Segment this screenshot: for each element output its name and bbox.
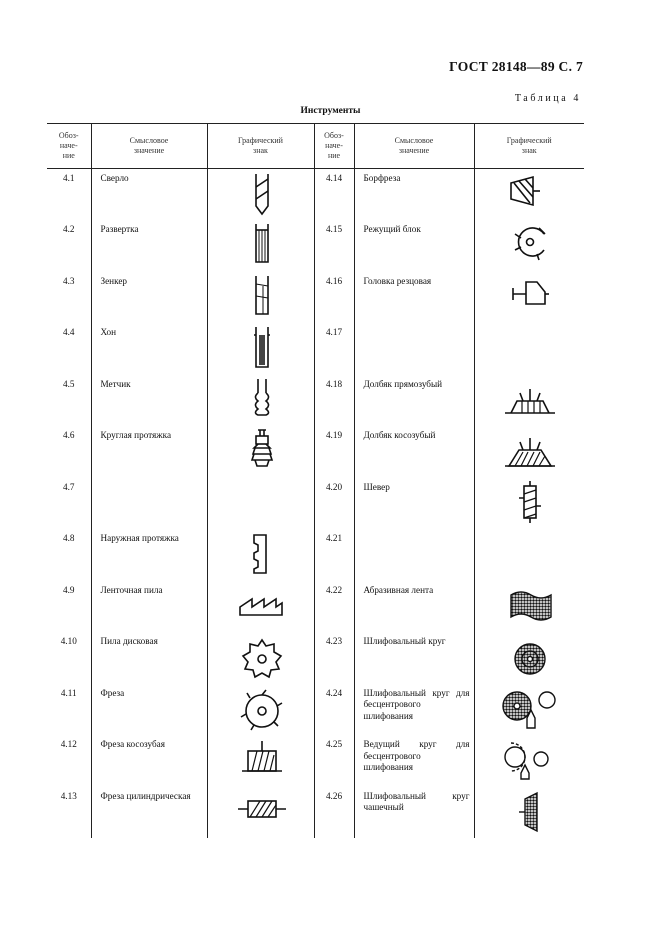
countersink-icon	[208, 272, 315, 324]
helical-milling-cutter-icon	[208, 735, 315, 787]
row-meaning: Ленточная пила	[91, 581, 207, 633]
shaver-icon	[475, 478, 585, 530]
table-row	[47, 375, 584, 427]
table-row	[47, 272, 584, 324]
table-row	[47, 632, 584, 684]
row-meaning: Развертка	[91, 220, 207, 272]
row-id: 4.26	[314, 787, 354, 839]
row-id: 4.24	[314, 684, 354, 736]
row-meaning	[354, 323, 474, 375]
row-meaning: Режущий блок	[354, 220, 474, 272]
straight-shaper-cutter-icon	[475, 375, 585, 427]
row-meaning: Фреза	[91, 684, 207, 736]
bur-cutter-icon	[475, 169, 585, 221]
cup-grinding-wheel-icon	[475, 787, 585, 839]
row-id: 4.2	[47, 220, 91, 272]
row-id: 4.3	[47, 272, 91, 324]
cylindrical-milling-cutter-icon	[208, 787, 315, 839]
row-id: 4.12	[47, 735, 91, 787]
col-header-sign: Графический знак	[207, 124, 314, 169]
row-id: 4.17	[314, 323, 354, 375]
row-meaning: Зенкер	[91, 272, 207, 324]
table-row	[47, 787, 584, 839]
row-id: 4.23	[314, 632, 354, 684]
cutter-head-icon	[475, 272, 585, 324]
row-id: 4.4	[47, 323, 91, 375]
table-row	[47, 684, 584, 736]
row-id: 4.10	[47, 632, 91, 684]
row-meaning: Шлифовальный круг	[354, 632, 474, 684]
table-row	[47, 529, 584, 581]
row-id: 4.16	[314, 272, 354, 324]
row-meaning: Хон	[91, 323, 207, 375]
row-id: 4.20	[314, 478, 354, 530]
row-id: 4.19	[314, 426, 354, 478]
milling-cutter-icon	[208, 684, 315, 736]
row-id: 4.8	[47, 529, 91, 581]
row-meaning: Абразивная лента	[354, 581, 474, 633]
row-meaning: Фреза косозубая	[91, 735, 207, 787]
document-header: ГОСТ 28148—89 С. 7	[449, 59, 583, 74]
circular-saw-icon	[208, 632, 315, 684]
cutting-block-icon	[475, 220, 585, 272]
row-meaning	[91, 478, 207, 530]
table-row	[47, 581, 584, 633]
centerless-grinding-wheel-icon	[475, 684, 585, 736]
row-id: 4.7	[47, 478, 91, 530]
col-header-meaning: Смысловое значение	[91, 124, 207, 169]
row-id: 4.11	[47, 684, 91, 736]
table-row	[47, 426, 584, 478]
drill-bit-icon	[208, 169, 315, 221]
row-meaning: Круглая протяжка	[91, 426, 207, 478]
col-header-id: Обоз- наче- ние	[47, 124, 91, 169]
row-meaning	[354, 529, 474, 581]
round-broach-icon	[208, 426, 315, 478]
row-meaning: Сверло	[91, 169, 207, 221]
regulating-wheel-icon	[475, 735, 585, 787]
table-row	[47, 220, 584, 272]
row-meaning: Фреза цилиндрическая	[91, 787, 207, 839]
table-title: Инструменты	[300, 106, 361, 116]
row-meaning: Борфреза	[354, 169, 474, 221]
row-id: 4.21	[314, 529, 354, 581]
row-meaning: Ведущий круг для бесцентрового шлифования	[354, 735, 474, 787]
row-meaning: Метчик	[91, 375, 207, 427]
instruments-table	[47, 123, 584, 838]
row-meaning: Шлифовальный круг для бесцентрового шлифования	[354, 684, 474, 736]
col-header-sign-2: Графический знак	[474, 124, 584, 169]
reamer-icon	[208, 220, 315, 272]
row-meaning: Наружная протяжка	[91, 529, 207, 581]
table-header-row	[47, 124, 584, 169]
row-id: 4.5	[47, 375, 91, 427]
grinding-wheel-icon	[475, 632, 585, 684]
helical-shaper-cutter-icon	[475, 426, 585, 478]
row-id: 4.13	[47, 787, 91, 839]
table-row	[47, 323, 584, 375]
col-header-meaning-2: Смысловое значение	[354, 124, 474, 169]
row-meaning: Шевер	[354, 478, 474, 530]
row-id: 4.18	[314, 375, 354, 427]
abrasive-belt-icon	[475, 581, 585, 633]
row-id: 4.1	[47, 169, 91, 221]
row-meaning: Головка резцовая	[354, 272, 474, 324]
col-header-id-2: Обоз- наче- ние	[314, 124, 354, 169]
hone-icon	[208, 323, 315, 375]
row-id: 4.9	[47, 581, 91, 633]
row-meaning: Шлифовальный круг чашечный	[354, 787, 474, 839]
table-row	[47, 735, 584, 787]
external-broach-icon	[208, 529, 315, 581]
row-id: 4.22	[314, 581, 354, 633]
table-label: Таблица 4	[514, 93, 581, 104]
row-meaning: Долбяк прямозубый	[354, 375, 474, 427]
row-id: 4.15	[314, 220, 354, 272]
row-id: 4.25	[314, 735, 354, 787]
row-meaning: Долбяк косозубый	[354, 426, 474, 478]
table-row	[47, 169, 584, 221]
tap-icon	[208, 375, 315, 427]
row-meaning: Пила дисковая	[91, 632, 207, 684]
band-saw-icon	[208, 581, 315, 633]
row-id: 4.6	[47, 426, 91, 478]
row-id: 4.14	[314, 169, 354, 221]
table-row	[47, 478, 584, 530]
